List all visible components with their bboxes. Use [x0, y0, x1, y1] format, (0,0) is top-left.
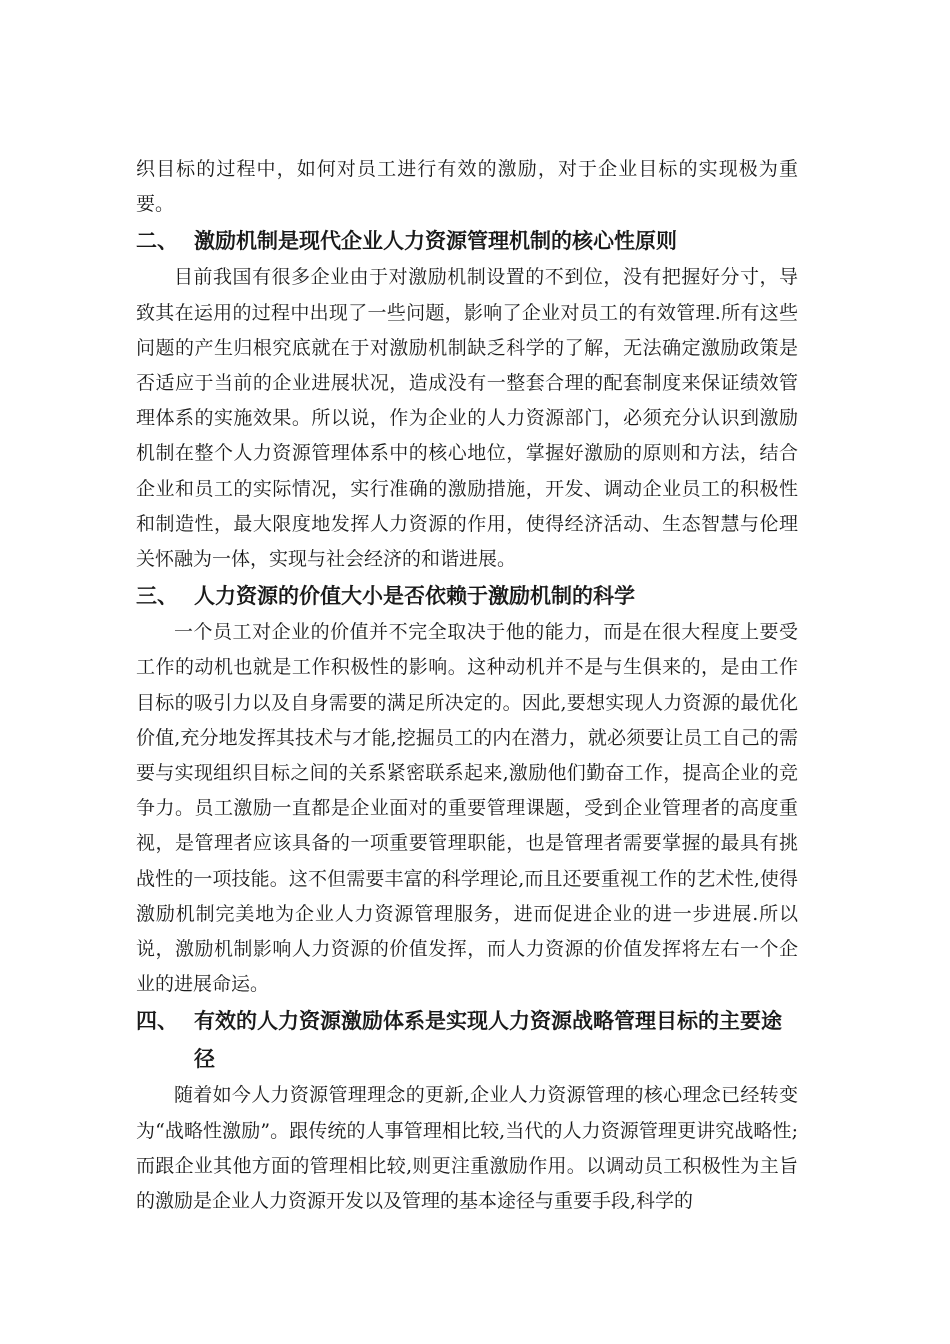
section-heading-3 — [136, 577, 798, 615]
section-title: 有效的人力资源激励体系是实现人力资源战略管理目标的主要途径 — [194, 1009, 782, 1072]
section-number: 三、 — [136, 584, 178, 609]
section-paragraph: 目前我国有很多企业由于对激励机制设置的不到位，没有把握好分寸，导致其在运用的过程中出现了一些问题，影响了企业对员工的有效管理.所有这些问题的产生归根究底就在于对激励机制缺乏科学的了解，无法确定激励政策是否适应于当前的企业进展状况，造成没有一整套合理的配套制度来保证绩效管理体系的实施效果。所以说，作为企业的人力资源部门，必须充分认识到激励机制在整个人力资源管理体系中的核心地位，掌握好激励的原则和方法，结合企业和员工的实际情况，实行准确的激励措施，开发、调动企业员工的积极性和制造性，最大限度地发挥人力资源的作用，使得经济活动、生态智慧与伦理关怀融为一体，实现与社会经济的和谐进展。 — [136, 266, 798, 571]
intro-paragraph: 织目标的过程中，如何对员工进行有效的激励，对于企业目标的实现极为重要。 — [136, 158, 798, 216]
section-number: 四、 — [136, 1009, 178, 1034]
section-heading-4 — [136, 1002, 798, 1078]
section-paragraph: 随着如今人力资源管理理念的更新,企业人力资源管理的核心理念已经转变为“战略性激励”。跟传统的人事管理相比较,当代的人力资源管理更讲究战略性;而跟企业其他方面的管理相比较,则更注重激励作用。以调动员工积极性为主旨的激励是企业人力资源开发以及管理的基本途径与重要手段,科学的 — [136, 1084, 798, 1213]
section-number: 二、 — [136, 229, 178, 254]
section-paragraph: 一个员工对企业的价值并不完全取决于他的能力，而是在很大程度上要受工作的动机也就是工作积极性的影响。这种动机并不是与生俱来的，是由工作目标的吸引力以及自身需要的满足所决定的。因此,要想实现人力资源的最优化价值,充分地发挥其技术与才能,挖掘员工的内在潜力，就必须要让员工自己的需要与实现组织目标之间的关系紧密联系起来,激励他们勤奋工作，提高企业的竞争力。员工激励一直都是企业面对的重要管理课题，受到企业管理者的高度重视，是管理者应该具备的一项重要管理职能，也是管理者需要掌握的最具有挑战性的一项技能。这不但需要丰富的科学理论,而且还要重视工作的艺术性,使得激励机制完美地为企业人力资源管理服务，进而促进企业的进一步进展.所以说，激励机制影响人力资源的价值发挥，而人力资源的价值发挥将左右一个企业的进展命运。 — [136, 621, 798, 996]
section-title: 激励机制是现代企业人力资源管理机制的核心性原则 — [194, 229, 677, 254]
section-heading-2 — [136, 222, 798, 260]
document-body — [136, 152, 798, 1219]
section-title: 人力资源的价值大小是否依赖于激励机制的科学 — [194, 584, 635, 609]
